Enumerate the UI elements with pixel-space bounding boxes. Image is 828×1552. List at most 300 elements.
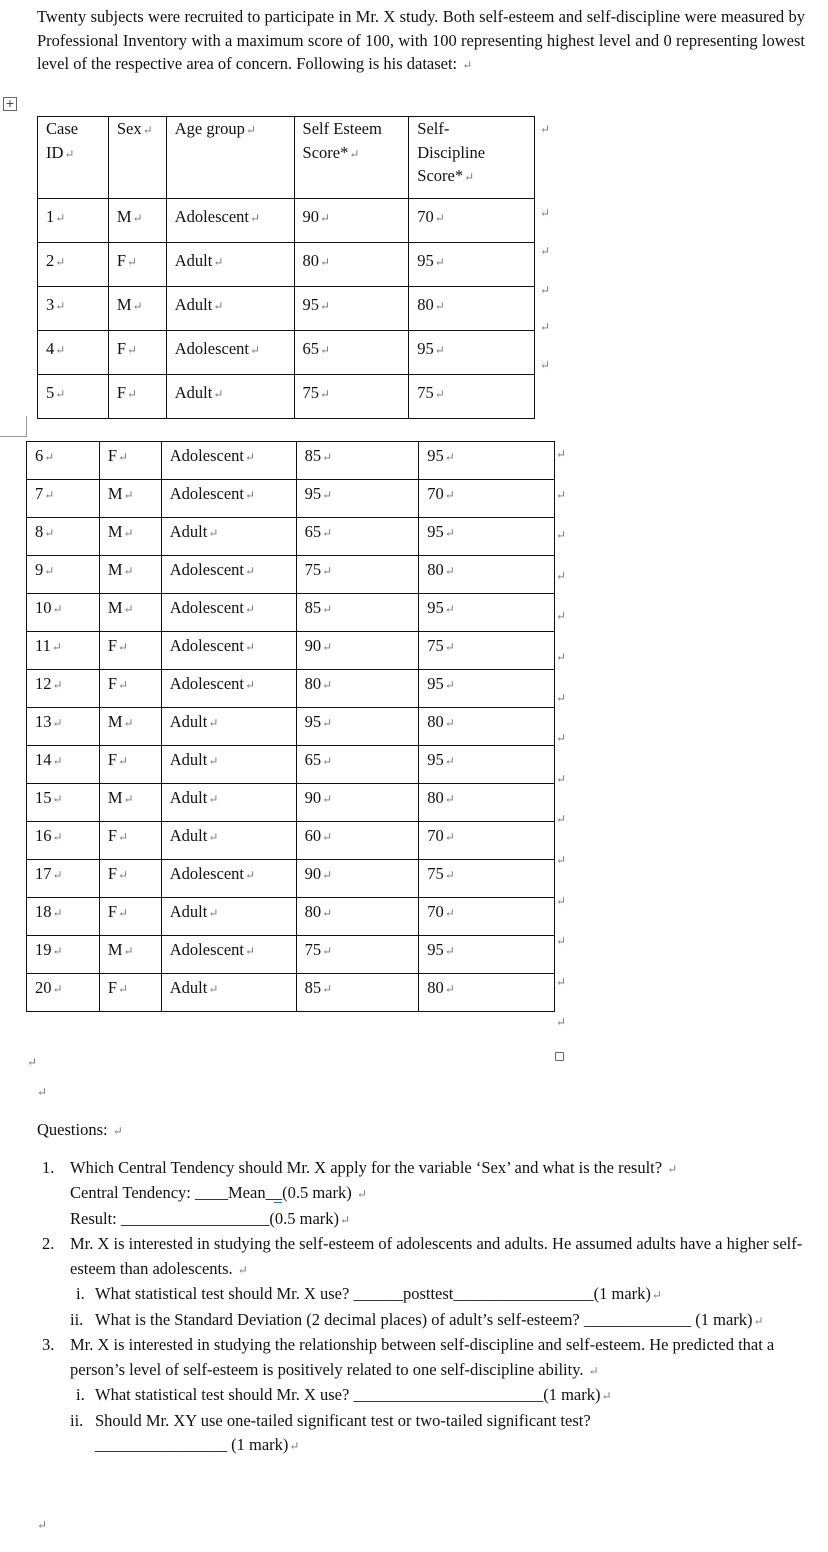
question-number: 2. [42, 1234, 55, 1253]
cell-mark-icon: ↵ [322, 868, 333, 882]
cell-mark-icon: ↵ [118, 906, 129, 920]
cell-sex: F↵ [99, 898, 161, 936]
cell-mark-icon: ↵ [132, 211, 143, 225]
cell-case-id: 2↵ [38, 243, 109, 287]
cell-age-group: Adolescent↵ [161, 936, 296, 974]
cell-self-esteem: 75↵ [294, 375, 409, 419]
paragraph-mark-icon: ↵ [356, 1187, 367, 1201]
cell-mark-icon: ↵ [444, 906, 455, 920]
row-end-mark-icon: ↵ [540, 283, 551, 297]
cell-mark-icon: ↵ [444, 754, 455, 768]
paragraph-mark-icon: ↵ [340, 1212, 351, 1227]
cell-mark-icon: ↵ [434, 255, 445, 269]
cell-mark-icon: ↵ [320, 255, 331, 269]
cell-self-esteem: 80↵ [294, 243, 409, 287]
row-end-mark-icon: ↵ [540, 206, 551, 220]
cell-mark-icon: ↵ [44, 526, 55, 540]
intro-paragraph [37, 5, 805, 78]
cell-mark-icon: ↵ [52, 754, 63, 768]
cell-case-id: 9↵ [27, 556, 100, 594]
question-2-i: i. What statistical test should Mr. X use? ______posttest_________________(1 mark)↵ [76, 1284, 662, 1303]
cell-mark-icon: ↵ [322, 754, 333, 768]
row-end-mark-icon: ↵ [556, 731, 567, 746]
question-3-ii: ii. Should Mr. XY use one-tailed significant test or two-tailed significant test? ________________ (1 mark)↵ [70, 1410, 591, 1454]
cell-self-esteem: 90↵ [294, 199, 409, 243]
cell-mark-icon: ↵ [44, 450, 55, 464]
cell-sex: M↵ [99, 518, 161, 556]
cell-sex: M↵ [99, 708, 161, 746]
paragraph-mark-icon: ↵ [27, 1055, 38, 1069]
cell-case-id: 15↵ [27, 784, 100, 822]
cell-case-id: 6↵ [27, 442, 100, 480]
paragraph-mark-icon: ↵ [289, 1439, 300, 1453]
cell-self-discipline: 95↵ [419, 936, 555, 974]
cell-mark-icon: ↵ [118, 640, 129, 654]
cell-mark-icon: ↵ [322, 830, 333, 844]
cell-self-discipline: 80↵ [419, 556, 555, 594]
table-header-row [38, 117, 535, 199]
cell-sex: M↵ [99, 480, 161, 518]
paragraph-mark-icon: ↵ [462, 58, 473, 72]
cell-age-group: Adult↵ [161, 708, 296, 746]
cell-age-group: Adult↵ [161, 974, 296, 1012]
cell-mark-icon: ↵ [244, 488, 256, 502]
cell-age-group: Adolescent↵ [161, 594, 296, 632]
answer-blank[interactable]: ______ [353, 1284, 403, 1303]
table-row [27, 442, 555, 480]
cell-mark-icon: ↵ [444, 982, 455, 996]
row-end-mark-icon: ↵ [556, 771, 567, 786]
table-row [27, 708, 555, 746]
cell-self-discipline: 95↵ [419, 594, 555, 632]
cell-mark-icon: ↵ [320, 387, 331, 401]
cell-mark-icon: ↵ [208, 754, 219, 768]
cell-mark-icon: ↵ [249, 343, 261, 357]
cell-mark-icon: ↵ [52, 602, 63, 616]
cell-age-group: Adolescent↵ [161, 556, 296, 594]
cell-mark-icon: ↵ [244, 450, 256, 464]
cell-self-esteem: 90↵ [296, 632, 419, 670]
table-row [27, 632, 555, 670]
cell-mark-icon: ↵ [444, 716, 455, 730]
table-row [27, 556, 555, 594]
cell-self-discipline: 95↵ [409, 243, 535, 287]
row-end-mark-icon: ↵ [556, 447, 567, 461]
cell-mark-icon: ↵ [320, 211, 331, 225]
cell-self-discipline: 95↵ [419, 518, 555, 556]
answer-blank[interactable]: ____ [195, 1183, 228, 1202]
table-row [27, 822, 555, 860]
cell-mark-icon: ↵ [213, 299, 224, 313]
cell-mark-icon: ↵ [322, 906, 333, 920]
cell-mark-icon: ↵ [123, 944, 134, 958]
cell-age-group: Adolescent↵ [166, 199, 294, 243]
cell-mark-icon: ↵ [322, 450, 333, 464]
cell-sex: F↵ [108, 331, 166, 375]
cell-self-esteem: 90↵ [296, 860, 419, 898]
cell-age-group: Adult↵ [161, 746, 296, 784]
cell-mark-icon: ↵ [52, 716, 63, 730]
cell-case-id: 7↵ [27, 480, 100, 518]
header-self-esteem: Self Esteem Score*↵ [294, 117, 409, 199]
cell-self-discipline: 80↵ [409, 287, 535, 331]
cell-mark-icon: ↵ [444, 792, 455, 806]
row-end-mark-icon: ↵ [556, 853, 567, 867]
table-resize-handle[interactable] [555, 1052, 564, 1061]
cell-sex: M↵ [99, 556, 161, 594]
cell-self-discipline: 70↵ [419, 898, 555, 936]
row-end-mark-icon: ↵ [556, 974, 567, 989]
central-tendency-line: Central Tendency: ____Mean__(0.5 mark) ↵ [70, 1183, 367, 1202]
row-end-mark-icon: ↵ [556, 1015, 567, 1030]
question-text: Mr. X is interested in studying the relationship between self-discipline and self-esteem. He predicted that a person’s level of self-esteem is positively related to one self-discipline ability. [70, 1335, 775, 1379]
paragraph-mark-icon: ↵ [651, 1288, 662, 1302]
paragraph-mark-icon: ↵ [37, 1518, 48, 1532]
cell-sex: F↵ [99, 632, 161, 670]
dataset-table-part2 [26, 441, 555, 1012]
cell-self-esteem: 85↵ [296, 974, 419, 1012]
row-end-mark-icon: ↵ [540, 244, 551, 258]
paragraph-mark-icon: ↵ [753, 1313, 764, 1328]
cell-sex: M↵ [99, 936, 161, 974]
cell-case-id: 20↵ [27, 974, 100, 1012]
cell-mark-icon: ↵ [123, 792, 134, 806]
row-end-mark-icon: ↵ [556, 812, 567, 827]
question-text: Which Central Tendency should Mr. X apply for the variable ‘Sex’ and what is the result? [70, 1157, 663, 1177]
cell-mark-icon: ↵ [118, 868, 129, 882]
cell-mark-icon: ↵ [320, 299, 331, 313]
cell-mark-icon: ↵ [55, 343, 66, 357]
cell-mark-icon: ↵ [208, 716, 219, 730]
cell-case-id: 13↵ [27, 708, 100, 746]
cell-mark-icon: ↵ [444, 526, 455, 540]
cell-sex: M↵ [108, 287, 166, 331]
cell-mark-icon: ↵ [444, 488, 455, 502]
questions-heading: Questions: ↵ [37, 1120, 123, 1139]
cell-age-group: Adolescent↵ [161, 442, 296, 480]
table-row [38, 375, 535, 419]
table-row [27, 898, 555, 936]
cell-case-id: 1↵ [38, 199, 109, 243]
cell-mark-icon: ↵ [249, 211, 261, 225]
cell-age-group: Adult↵ [166, 243, 294, 287]
cell-age-group: Adolescent↵ [161, 480, 296, 518]
cell-mark-icon: ↵ [123, 526, 134, 540]
table-row [27, 670, 555, 708]
cell-self-esteem: 80↵ [296, 898, 419, 936]
table-row [27, 594, 555, 632]
cell-mark-icon: ↵ [245, 123, 256, 137]
paragraph-mark-icon: ↵ [112, 1124, 123, 1138]
cell-age-group: Adolescent↵ [161, 632, 296, 670]
cell-mark-icon: ↵ [55, 211, 66, 225]
cell-mark-icon: ↵ [118, 982, 129, 996]
dataset-table-part1 [37, 116, 535, 419]
row-end-mark-icon: ↵ [556, 690, 567, 705]
cell-case-id: 16↵ [27, 822, 100, 860]
cell-mark-icon: ↵ [127, 255, 138, 269]
row-end-mark-icon: ↵ [556, 893, 567, 908]
cell-self-discipline: 95↵ [419, 670, 555, 708]
answer-blank[interactable]: _ [265, 1183, 274, 1202]
cell-mark-icon: ↵ [118, 450, 129, 464]
cell-case-id: 4↵ [38, 331, 109, 375]
cell-self-esteem: 95↵ [294, 287, 409, 331]
cell-sex: M↵ [99, 784, 161, 822]
cell-sex: F↵ [99, 442, 161, 480]
table-row [27, 860, 555, 898]
cell-mark-icon: ↵ [118, 830, 129, 844]
cell-mark-icon: ↵ [322, 944, 333, 958]
answer-blank[interactable]: _________________ [453, 1284, 594, 1303]
cell-sex: F↵ [108, 243, 166, 287]
answer-text[interactable]: posttest [402, 1284, 454, 1303]
table-row [38, 331, 535, 375]
cell-age-group: Adult↵ [161, 518, 296, 556]
cell-mark-icon: ↵ [444, 640, 455, 654]
cell-sex: M↵ [108, 199, 166, 243]
page-corner-mark [26, 416, 27, 436]
cell-sex: F↵ [99, 746, 161, 784]
table-row [27, 746, 555, 784]
row-end-mark-icon: ↵ [556, 609, 567, 624]
cell-mark-icon: ↵ [322, 716, 333, 730]
table-row [38, 199, 535, 243]
cell-self-esteem: 95↵ [296, 708, 419, 746]
cell-mark-icon: ↵ [434, 387, 445, 401]
header-case-id: Case ID↵ [38, 117, 109, 199]
row-end-mark-icon: ↵ [556, 568, 567, 583]
cell-self-esteem: 65↵ [296, 518, 419, 556]
table-move-handle-icon[interactable]: + [3, 97, 17, 111]
row-end-mark-icon: ↵ [556, 528, 567, 543]
cell-self-discipline: 70↵ [419, 480, 555, 518]
cell-mark-icon: ↵ [444, 868, 455, 882]
cell-mark-icon: ↵ [213, 255, 224, 269]
cell-mark-icon: ↵ [132, 299, 143, 313]
cell-mark-icon: ↵ [464, 170, 475, 184]
cell-self-discipline: 80↵ [419, 974, 555, 1012]
cell-case-id: 8↵ [27, 518, 100, 556]
cell-self-esteem: 80↵ [296, 670, 419, 708]
cell-mark-icon: ↵ [52, 982, 63, 996]
cell-mark-icon: ↵ [322, 526, 333, 540]
cell-mark-icon: ↵ [322, 564, 333, 578]
cell-mark-icon: ↵ [55, 387, 66, 401]
answer-blank[interactable]: _____________ [583, 1309, 692, 1329]
cell-age-group: Adult↵ [161, 784, 296, 822]
cell-mark-icon: ↵ [127, 343, 138, 357]
answer-blank[interactable]: _______________________ [353, 1385, 544, 1404]
answer-blank[interactable]: ________________ [95, 1435, 227, 1454]
cell-self-discipline: 95↵ [419, 746, 555, 784]
cell-mark-icon: ↵ [322, 488, 333, 502]
answer-blank[interactable]: __________________ [120, 1208, 270, 1228]
row-end-mark-icon: ↵ [556, 487, 567, 502]
cell-case-id: 19↵ [27, 936, 100, 974]
cell-mark-icon: ↵ [434, 211, 445, 225]
cell-self-esteem: 65↵ [294, 331, 409, 375]
answer-blank[interactable]: _ [273, 1183, 283, 1202]
question-number: 3. [42, 1335, 55, 1354]
cell-sex: F↵ [99, 670, 161, 708]
header-age-group: Age group↵ [166, 117, 294, 199]
cell-mark-icon: ↵ [123, 564, 134, 578]
row-end-mark-icon: ↵ [540, 122, 551, 136]
cell-case-id: 12↵ [27, 670, 100, 708]
row-end-mark-icon: ↵ [556, 650, 567, 664]
cell-age-group: Adolescent↵ [161, 860, 296, 898]
header-self-discipline: Self- Discipline Score*↵ [409, 117, 535, 199]
cell-mark-icon: ↵ [444, 450, 455, 464]
cell-mark-icon: ↵ [44, 564, 55, 578]
cell-mark-icon: ↵ [322, 792, 333, 806]
cell-sex: M↵ [99, 594, 161, 632]
cell-mark-icon: ↵ [244, 678, 256, 692]
cell-sex: F↵ [99, 822, 161, 860]
cell-age-group: Adolescent↵ [166, 331, 294, 375]
cell-mark-icon: ↵ [434, 299, 445, 313]
cell-mark-icon: ↵ [52, 792, 63, 806]
row-end-mark-icon: ↵ [556, 934, 567, 949]
cell-sex: F↵ [99, 974, 161, 1012]
cell-self-esteem: 60↵ [296, 822, 419, 860]
table-row [27, 480, 555, 518]
cell-mark-icon: ↵ [118, 678, 129, 692]
cell-mark-icon: ↵ [444, 602, 455, 616]
intro-text: Twenty subjects were recruited to participate in Mr. X study. Both self-esteem and self-discipline were measured by Professional Inventory with a maximum score of 100, with 100 representing highest level and 0 representing lowest level of the respective area of concern. Following is his dataset: [37, 7, 805, 73]
cell-mark-icon: ↵ [444, 830, 455, 844]
cell-mark-icon: ↵ [118, 754, 129, 768]
cell-mark-icon: ↵ [322, 602, 333, 616]
cell-self-esteem: 85↵ [296, 442, 419, 480]
cell-mark-icon: ↵ [444, 564, 455, 578]
row-end-mark-icon: ↵ [540, 358, 551, 372]
cell-mark-icon: ↵ [322, 678, 333, 692]
question-1 [37, 1156, 807, 1233]
cell-mark-icon: ↵ [244, 640, 256, 654]
cell-mark-icon: ↵ [52, 830, 63, 844]
cell-self-discipline: 75↵ [419, 632, 555, 670]
cell-self-esteem: 75↵ [296, 936, 419, 974]
cell-mark-icon: ↵ [208, 830, 219, 844]
cell-mark-icon: ↵ [52, 906, 63, 920]
cell-age-group: Adult↵ [161, 898, 296, 936]
cell-mark-icon: ↵ [349, 146, 360, 161]
cell-mark-icon: ↵ [213, 387, 224, 401]
cell-case-id: 11↵ [27, 632, 100, 670]
cell-case-id: 3↵ [38, 287, 109, 331]
cell-self-discipline: 80↵ [419, 708, 555, 746]
cell-mark-icon: ↵ [444, 678, 455, 692]
cell-mark-icon: ↵ [142, 123, 153, 137]
cell-self-discipline: 95↵ [409, 331, 535, 375]
cell-mark-icon: ↵ [123, 488, 134, 502]
cell-mark-icon: ↵ [244, 602, 256, 616]
table-row [27, 518, 555, 556]
cell-mark-icon: ↵ [444, 944, 455, 958]
result-line: Result: __________________(0.5 mark)↵ [70, 1208, 351, 1228]
cell-mark-icon: ↵ [320, 343, 331, 357]
cell-mark-icon: ↵ [44, 488, 55, 502]
cell-mark-icon: ↵ [64, 146, 75, 161]
cell-mark-icon: ↵ [208, 906, 219, 920]
cell-mark-icon: ↵ [52, 678, 63, 692]
cell-age-group: Adult↵ [166, 375, 294, 419]
table-row [27, 784, 555, 822]
paragraph-mark-icon: ↵ [601, 1389, 612, 1403]
cell-self-esteem: 85↵ [296, 594, 419, 632]
questions-section [37, 1118, 807, 1459]
row-end-mark-icon: ↵ [540, 320, 551, 334]
cell-self-esteem: 95↵ [296, 480, 419, 518]
cell-case-id: 10↵ [27, 594, 100, 632]
question-3 [37, 1333, 807, 1459]
cell-mark-icon: ↵ [208, 792, 219, 806]
cell-mark-icon: ↵ [123, 716, 134, 730]
cell-mark-icon: ↵ [208, 982, 219, 996]
question-number: 1. [42, 1157, 55, 1177]
cell-mark-icon: ↵ [127, 387, 138, 401]
paragraph-mark-icon: ↵ [667, 1161, 678, 1176]
question-2 [37, 1232, 807, 1333]
header-sex: Sex↵ [108, 117, 166, 199]
paragraph-mark-icon: ↵ [588, 1363, 599, 1378]
cell-mark-icon: ↵ [55, 299, 66, 313]
question-3-i: i. What statistical test should Mr. X use? _______________________(1 mark)↵ [76, 1385, 612, 1404]
cell-self-discipline: 75↵ [409, 375, 535, 419]
cell-age-group: Adolescent↵ [161, 670, 296, 708]
cell-mark-icon: ↵ [52, 868, 63, 882]
cell-mark-icon: ↵ [322, 640, 333, 654]
cell-mark-icon: ↵ [208, 526, 219, 540]
cell-sex: F↵ [108, 375, 166, 419]
cell-self-esteem: 90↵ [296, 784, 419, 822]
cell-self-discipline: 80↵ [419, 784, 555, 822]
cell-mark-icon: ↵ [244, 944, 256, 958]
cell-case-id: 18↵ [27, 898, 100, 936]
cell-self-discipline: 70↵ [409, 199, 535, 243]
answer-text[interactable]: Mean [228, 1183, 266, 1202]
cell-mark-icon: ↵ [244, 868, 256, 882]
cell-mark-icon: ↵ [244, 564, 256, 578]
cell-age-group: Adult↵ [161, 822, 296, 860]
table-row [27, 974, 555, 1012]
cell-mark-icon: ↵ [123, 602, 134, 616]
cell-case-id: 14↵ [27, 746, 100, 784]
question-2-ii: ii. What is the Standard Deviation (2 decimal places) of adult’s self-esteem? _____________ (1 mark)↵ [70, 1309, 764, 1329]
cell-self-esteem: 75↵ [296, 556, 419, 594]
cell-mark-icon: ↵ [55, 255, 66, 269]
table-row [38, 287, 535, 331]
paragraph-mark-icon: ↵ [37, 1085, 48, 1099]
question-text: Mr. X is interested in studying the self-esteem of adolescents and adults. He assumed adults have a higher self-esteem than adolescents. [70, 1234, 803, 1278]
cell-mark-icon: ↵ [434, 343, 445, 357]
cell-sex: F↵ [99, 860, 161, 898]
table-row [27, 936, 555, 974]
paragraph-mark-icon: ↵ [237, 1262, 248, 1277]
cell-mark-icon: ↵ [51, 640, 62, 654]
cell-self-esteem: 65↵ [296, 746, 419, 784]
cell-self-discipline: 95↵ [419, 442, 555, 480]
cell-self-discipline: 75↵ [419, 860, 555, 898]
cell-mark-icon: ↵ [322, 982, 333, 996]
cell-case-id: 17↵ [27, 860, 100, 898]
cell-self-discipline: 70↵ [419, 822, 555, 860]
table-row [38, 243, 535, 287]
cell-mark-icon: ↵ [52, 944, 63, 958]
page-corner-mark [0, 436, 27, 437]
